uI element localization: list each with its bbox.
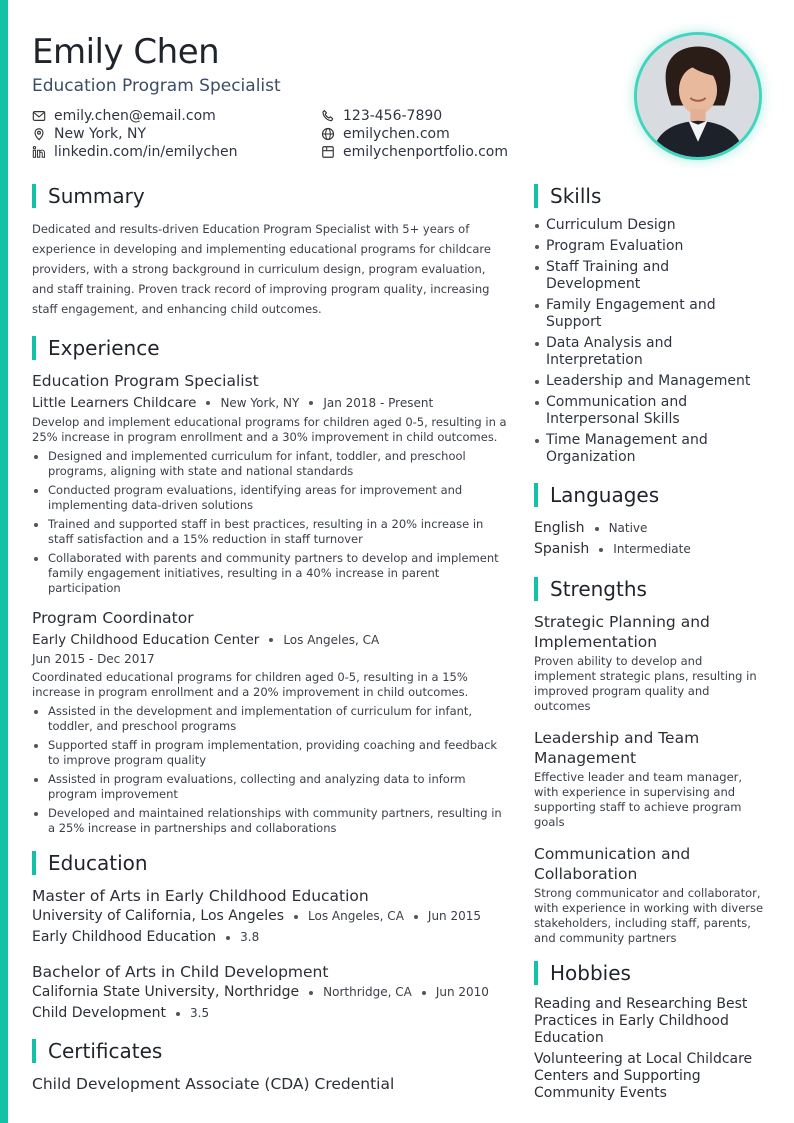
hobbies-heading: Hobbies	[550, 961, 631, 985]
contact-portfolio[interactable]	[321, 143, 552, 160]
email-icon	[32, 109, 46, 123]
edu-location: Los Angeles, CA	[308, 909, 404, 923]
strength-title: Leadership and Team Management	[534, 729, 700, 767]
languages-section	[534, 482, 766, 560]
job-dates: Jun 2015 - Dec 2017	[32, 652, 155, 666]
skill-item: Communication and Interpersonal Skills	[534, 394, 766, 428]
hobby-item: Volunteering at Local Childcare Centers and Supporting Community Events	[534, 1051, 753, 1101]
separator-dot	[226, 936, 230, 940]
edu-field: Early Childhood Education	[32, 929, 217, 945]
education-section	[32, 850, 510, 1024]
strength-title: Communication and Collaboration	[534, 845, 691, 883]
contact-email[interactable]	[32, 107, 321, 124]
strength-desc: Effective leader and team manager, with experience in supervising and supporting staff to achieve program goals	[534, 770, 743, 829]
separator-dot	[599, 548, 603, 552]
globe-icon	[321, 127, 335, 141]
job-title: Program Coordinator	[32, 609, 194, 627]
strength-desc: Strong communicator and collaborator, with experience in working with diverse stakeholders, including staff, parents, and community partners	[534, 886, 764, 945]
list-item: Supported staff in program implementation, providing coaching and feedback to improve program quality	[32, 738, 510, 768]
job-company: Little Learners Childcare	[32, 395, 197, 411]
edu-field-line	[32, 927, 510, 948]
linkedin-icon	[32, 145, 46, 159]
skills-section	[534, 183, 766, 466]
certificates-section	[32, 1038, 510, 1094]
skill-item: Staff Training and Development	[534, 259, 766, 293]
language-name: Spanish	[534, 541, 590, 557]
job-description: Coordinated educational programs for children aged 0-5, resulting in a 15% increase in program enrollment and a 20% improvement in child outcomes.	[32, 670, 469, 699]
language-level: Intermediate	[613, 542, 691, 556]
list-item: Designed and implemented curriculum for infant, toddler, and preschool programs, aligning with state and national standards	[32, 449, 510, 479]
separator-dot	[595, 527, 599, 531]
job-description: Develop and implement educational programs for children aged 0-5, resulting in a 25% increase in program enrollment and a 30% improvement in child outcomes.	[32, 415, 507, 444]
experience-heading: Experience	[48, 336, 160, 360]
phone-icon	[321, 109, 335, 123]
portfolio-icon	[321, 145, 335, 159]
language-name: English	[534, 520, 585, 536]
list-item: Trained and supported staff in best practices, resulting in a 20% increase in staff satisfaction and a 15% reduction in staff turnover	[32, 517, 510, 547]
strength-title: Strategic Planning and Implementation	[534, 613, 710, 651]
job-meta	[32, 393, 510, 413]
summary-text: Dedicated and results-driven Education Program Specialist with 5+ years of experience in developing and implementing educational programs for childcare providers, with a strong background in curriculum design, program evaluation, and staff training. Proven track record of improving program quality, increasing staff engagement, and enhancing child outcomes.	[32, 222, 491, 316]
certificates-heading: Certificates	[48, 1039, 163, 1063]
section-heading	[534, 482, 766, 508]
separator-dot	[269, 638, 273, 642]
contact-location	[32, 125, 321, 142]
hobbies-section	[534, 960, 766, 1102]
skill-item: Leadership and Management	[534, 373, 766, 390]
separator-dot	[294, 915, 298, 919]
edu-school: California State University, Northridge	[32, 984, 300, 1000]
strengths-heading: Strengths	[550, 577, 647, 601]
accent-bar	[0, 0, 8, 1123]
contact-linkedin-text: linkedin.com/in/emilychen	[54, 143, 238, 160]
separator-dot	[309, 991, 313, 995]
summary-heading: Summary	[48, 184, 145, 208]
contact-email-text: emily.chen@email.com	[54, 107, 216, 124]
section-heading	[534, 960, 766, 986]
skill-item: Curriculum Design	[534, 217, 766, 234]
skill-item: Time Management and Organization	[534, 432, 766, 466]
strength-item	[534, 612, 766, 714]
list-item: Assisted in program evaluations, collecting and analyzing data to inform program improvement	[32, 772, 510, 802]
edu-date: Jun 2010	[435, 985, 489, 999]
summary-section	[32, 183, 510, 319]
edu-date: Jun 2015	[427, 909, 482, 923]
languages-heading: Languages	[550, 483, 660, 507]
language-level: Native	[608, 521, 648, 535]
education-entry	[32, 886, 510, 948]
job-bullets	[32, 704, 510, 836]
edu-school-line	[32, 906, 510, 927]
strength-desc: Proven ability to develop and implement strategic plans, resulting in improved program quality and outcomes	[534, 654, 757, 713]
skills-list	[534, 217, 766, 466]
job-title: Education Program Specialist	[32, 372, 259, 390]
edu-degree: Master of Arts in Early Childhood Education	[32, 887, 369, 905]
job-dates: Jan 2018 - Present	[323, 396, 434, 410]
contact-portfolio-text: emilychenportfolio.com	[343, 143, 509, 160]
section-heading	[534, 183, 766, 209]
sidebar-column	[534, 183, 766, 1106]
candidate-title: Education Program Specialist	[32, 76, 281, 96]
edu-gpa: 3.8	[240, 930, 260, 944]
contact-phone-text: 123-456-7890	[343, 107, 443, 124]
certificate-item: Child Development Associate (CDA) Credential	[32, 1075, 395, 1093]
candidate-name: Emily Chen	[32, 32, 220, 72]
section-heading	[32, 335, 510, 361]
list-item: Assisted in the development and implementation of curriculum for infant, toddler, and preschool programs	[32, 704, 510, 734]
job-location: New York, NY	[220, 396, 300, 410]
list-item: Developed and maintained relationships with community partners, resulting in a 25% increase in partnerships and collaborations	[32, 806, 510, 836]
edu-degree: Bachelor of Arts in Child Development	[32, 963, 329, 981]
main-column	[32, 183, 510, 1094]
section-heading	[32, 1038, 510, 1064]
strength-item	[534, 728, 766, 830]
separator-dot	[422, 991, 426, 995]
job-bullets	[32, 449, 510, 596]
education-entry	[32, 962, 510, 1024]
contact-location-text: New York, NY	[54, 125, 147, 142]
contact-list	[32, 107, 552, 160]
job-meta	[32, 630, 510, 650]
job-company: Early Childhood Education Center	[32, 632, 260, 648]
edu-school: University of California, Los Angeles	[32, 908, 285, 924]
list-item: Collaborated with parents and community partners to develop and implement family engagement initiatives, resulting in a 40% increase in parent participation	[32, 551, 510, 596]
hobby-item: Reading and Researching Best Practices in Early Childhood Education	[534, 996, 748, 1046]
job-location: Los Angeles, CA	[283, 633, 380, 647]
separator-dot	[206, 401, 210, 405]
education-heading: Education	[48, 851, 148, 875]
resume-header	[32, 30, 752, 180]
contact-website[interactable]	[321, 125, 552, 142]
section-heading	[32, 850, 510, 876]
experience-section	[32, 335, 510, 836]
separator-dot	[176, 1012, 180, 1016]
location-icon	[32, 127, 46, 141]
profile-photo	[634, 32, 762, 160]
contact-website-text: emilychen.com	[343, 125, 450, 142]
edu-school-line	[32, 982, 510, 1003]
edu-field: Child Development	[32, 1005, 167, 1021]
separator-dot	[414, 915, 418, 919]
job-entry	[32, 371, 510, 596]
contact-phone[interactable]	[321, 107, 552, 124]
skill-item: Program Evaluation	[534, 238, 766, 255]
language-item	[534, 518, 766, 539]
section-heading	[534, 576, 766, 602]
edu-gpa: 3.5	[190, 1006, 210, 1020]
contact-linkedin[interactable]	[32, 143, 321, 160]
separator-dot	[309, 401, 313, 405]
strength-item	[534, 844, 766, 946]
list-item: Conducted program evaluations, identifying areas for improvement and implementing data-driven solutions	[32, 483, 510, 513]
language-item	[534, 539, 766, 560]
avatar	[637, 35, 759, 157]
skill-item: Family Engagement and Support	[534, 297, 766, 331]
edu-location: Northridge, CA	[323, 985, 412, 999]
strengths-section	[534, 576, 766, 946]
skills-heading: Skills	[550, 184, 602, 208]
section-heading	[32, 183, 510, 209]
job-entry	[32, 608, 510, 836]
edu-field-line	[32, 1003, 510, 1024]
skill-item: Data Analysis and Interpretation	[534, 335, 766, 369]
